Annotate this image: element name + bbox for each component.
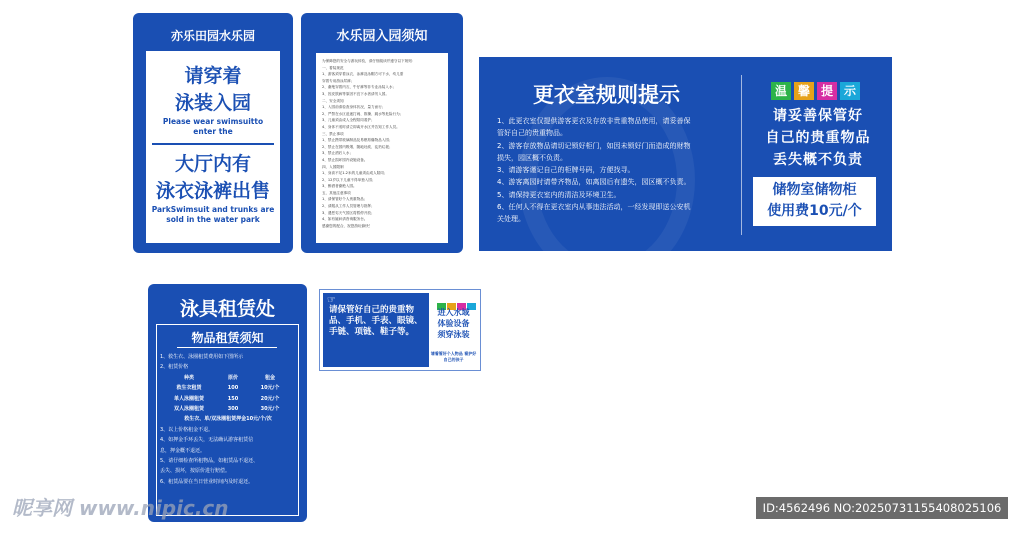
table-cell: 单人泳圈租赁 [173, 395, 204, 402]
pointing-hand-icon: ☞ [327, 295, 336, 306]
warning-line: 丢失概不负责 [773, 152, 863, 168]
rule-line: 穿着专用游泳尿裤； [322, 78, 355, 83]
table-cell: 救生衣租赁 [176, 385, 202, 392]
swimsuit-english-2b: sold in the water park [166, 215, 260, 224]
table-cell: 150 [227, 395, 239, 402]
entry-rules-title: 水乐园入园须知 [336, 29, 428, 44]
rule-line: 1、请保管好个人贵重物品； [322, 197, 368, 202]
rental-note: 4、如押金手环丢失，无法确认游客租赁信 [160, 437, 254, 444]
table-cell: 租金 [264, 374, 275, 381]
locker-room-title: 更衣室规则提示 [533, 83, 680, 107]
valuables-sign [319, 289, 481, 371]
swimsuit-line-3: 大厅内有 [174, 153, 251, 175]
rule-line: 4、身体不适时请立即离开水区并告知工作人员。 [322, 124, 400, 129]
table-cell: 100 [227, 385, 239, 392]
rental-note: 丢失、损坏，按原价进行赔偿。 [160, 468, 231, 475]
rule-line: 1、游客须穿着泳衣、泳裤及泳帽方可下水，幼儿需 [322, 72, 404, 77]
rule-line: 四、入园限制 [322, 164, 344, 169]
storage-fee-box [753, 177, 876, 226]
tip-badge: 温 [771, 82, 791, 100]
rule-line: 2、12岁以下儿童不得单独入园； [322, 177, 376, 182]
rental-notice-frame [156, 324, 299, 516]
rental-intro-1: 1、救生衣、泳圈租赁费用如下图所示 [160, 354, 244, 360]
swimsuit-english-1b: enter the [193, 127, 233, 136]
storage-line-1: 储物室储物柜 [772, 182, 857, 198]
table-row [160, 383, 296, 393]
table-cell: 原价 [227, 374, 238, 381]
locker-room-rules [497, 115, 747, 226]
rental-price-table [160, 373, 296, 415]
rule-line: 3、遇恶劣天气园区将暂停开放； [322, 210, 375, 215]
banner-rule-item: 管好自己的贵重物品。 [497, 129, 567, 138]
entry-rules-list [322, 58, 444, 229]
rental-note: 3、以上价格租金不退。 [160, 426, 214, 433]
swimsuit-english-1a: Please wear swimsuitto [162, 117, 264, 126]
entry-rules-sign [301, 13, 463, 253]
swimsuit-sign-board [146, 51, 280, 243]
table-cell: 300 [227, 406, 239, 413]
banner-rule-item: 5、请保持更衣室内的清洁及环境卫生。 [497, 190, 621, 199]
swimsuit-english-2a: ParkSwimsuit and trunks are [151, 205, 275, 214]
rule-line: 一、着装规范 [322, 65, 344, 70]
rental-notice-body [160, 352, 296, 487]
rule-line: 三、禁止事项 [322, 131, 344, 136]
rental-notes [160, 425, 296, 487]
rule-line: 3、禁止酒后入水； [322, 151, 354, 156]
rule-line: 2、谢绝穿着内衣、牛仔裤等非专业泳装入水； [322, 85, 397, 90]
rule-line: 1、入园前请检查身体状况，量力而行； [322, 105, 386, 110]
rule-line: 二、安全须知 [322, 98, 344, 103]
rental-sign [148, 284, 307, 522]
table-cell: 10元/个 [260, 385, 280, 392]
swimwear-text [430, 307, 477, 340]
table-row [160, 404, 296, 414]
warning-line: 请妥善保管好 [773, 108, 863, 124]
swimwear-line: 体验设备 [437, 319, 470, 328]
valuables-panel [323, 293, 429, 367]
rule-line: 2、请服从工作人员管理与指挥； [322, 204, 375, 209]
table-cell: 20元/个 [260, 395, 280, 402]
rule-line: 4、如有疑问请咨询服务台。 [322, 217, 368, 222]
rental-note: 5、请仔细检查所租物品，如租赁品不退还、 [160, 458, 259, 465]
entry-rules-board [316, 53, 448, 243]
swimsuit-line-2: 泳装入园 [174, 92, 251, 114]
rule-line: 3、醉酒者谢绝入园。 [322, 184, 357, 189]
banner-rule-item: 损失，园区概不负责。 [497, 153, 567, 162]
tip-badge: 提 [817, 82, 837, 100]
swimsuit-line-1: 请穿着 [184, 65, 242, 87]
tip-badge: 示 [840, 82, 860, 100]
swimwear-line: 须穿泳装 [437, 330, 470, 339]
table-header [160, 373, 296, 383]
rental-note: 6、租赁品要在当日营业时间内及时退还。 [160, 478, 254, 485]
rental-title: 泳具租赁处 [179, 298, 275, 320]
rule-line: 五、其他注意事项 [322, 190, 351, 195]
table-cell: 种类 [183, 374, 194, 381]
rule-line: 感谢您的配合，祝您游玩愉快！ [322, 223, 373, 228]
rule-line: 3、儿童须由成人全程陪同看护； [322, 118, 375, 123]
rental-subtitle: 物品租赁须知 [191, 331, 264, 345]
rental-note: 息，押金概不退还。 [160, 447, 206, 454]
rule-line: 1、身高不足1.2米的儿童须由成人陪同； [322, 171, 388, 176]
rule-line: 4、禁止损坏园内设施设备。 [322, 157, 368, 162]
table-cell: 双人泳圈租赁 [173, 406, 204, 413]
banner-rule-item: 2、游客存放物品请切记锁好柜门，如因未锁好门而造成的财物 [497, 141, 691, 150]
rule-line: 3、因皮肤病等原因不宜下水者请勿入园。 [322, 91, 389, 96]
warm-tips-badges [771, 80, 863, 98]
warning-line: 自己的贵重物品 [765, 130, 871, 146]
swimsuit-line-4: 泳衣泳裤出售 [155, 180, 270, 202]
banner-rule-item: 3、请游客谨记自己的柜牌号码，方便找寻。 [497, 166, 635, 175]
divider [177, 347, 277, 348]
banner-rule-item: 1、此更衣室仅提供游客更衣及存放非贵重物品使用，请妥善保 [497, 117, 691, 125]
watermark-logo: 昵享网 www.nipic.cn [12, 496, 229, 520]
divider [152, 143, 274, 145]
valuables-text: 请保管好自己的贵重物品、手机、手表、眼镜、手链、项链、鞋子等。 [329, 305, 423, 337]
watermark-id: ID:4562496 NO:20250731155408025106 [756, 497, 1008, 519]
rental-intro-2: 2、租赁价格 [160, 364, 189, 371]
table-cell: 30元/个 [260, 406, 280, 413]
swimwear-line: 进入水域 [437, 308, 470, 317]
table-row [160, 394, 296, 404]
rental-deposit: 救生衣、单/双泳圈租赁押金10元/个/次 [184, 416, 272, 423]
rule-line: 2、严禁在水区追逐打闹、推搡、跳水等危险行为； [322, 111, 404, 116]
swimwear-panel [430, 293, 477, 367]
swimwear-small-text: 请看管好个人物品 看护好自己的孩子 [430, 351, 477, 362]
swimsuit-sign [133, 13, 293, 253]
locker-room-banner [479, 57, 892, 251]
banner-rule-item: 4、游客离园时请带齐物品，如离园后有遗失，园区概不负责。 [497, 178, 691, 187]
storage-line-2: 使用费10元/个 [767, 203, 862, 219]
divider [741, 75, 742, 235]
tip-badge: 馨 [794, 82, 814, 100]
banner-rule-item: 6、任何人不得在更衣室内从事违法活动，一经发现即送公安机 [497, 203, 691, 212]
park-name: 亦乐田园水乐园 [170, 29, 255, 43]
banner-rule-item: 关处理。 [497, 215, 525, 224]
rule-line: 为保障您的安全与游玩体验，请仔细阅读并遵守以下规则： [322, 59, 416, 63]
rule-line: 1、禁止携带玻璃制品及易燃易爆物品入园； [322, 138, 393, 143]
rule-line: 2、禁止在园内吸烟、随地吐痰、乱扔垃圾； [322, 144, 393, 149]
valuables-warning [754, 105, 882, 171]
